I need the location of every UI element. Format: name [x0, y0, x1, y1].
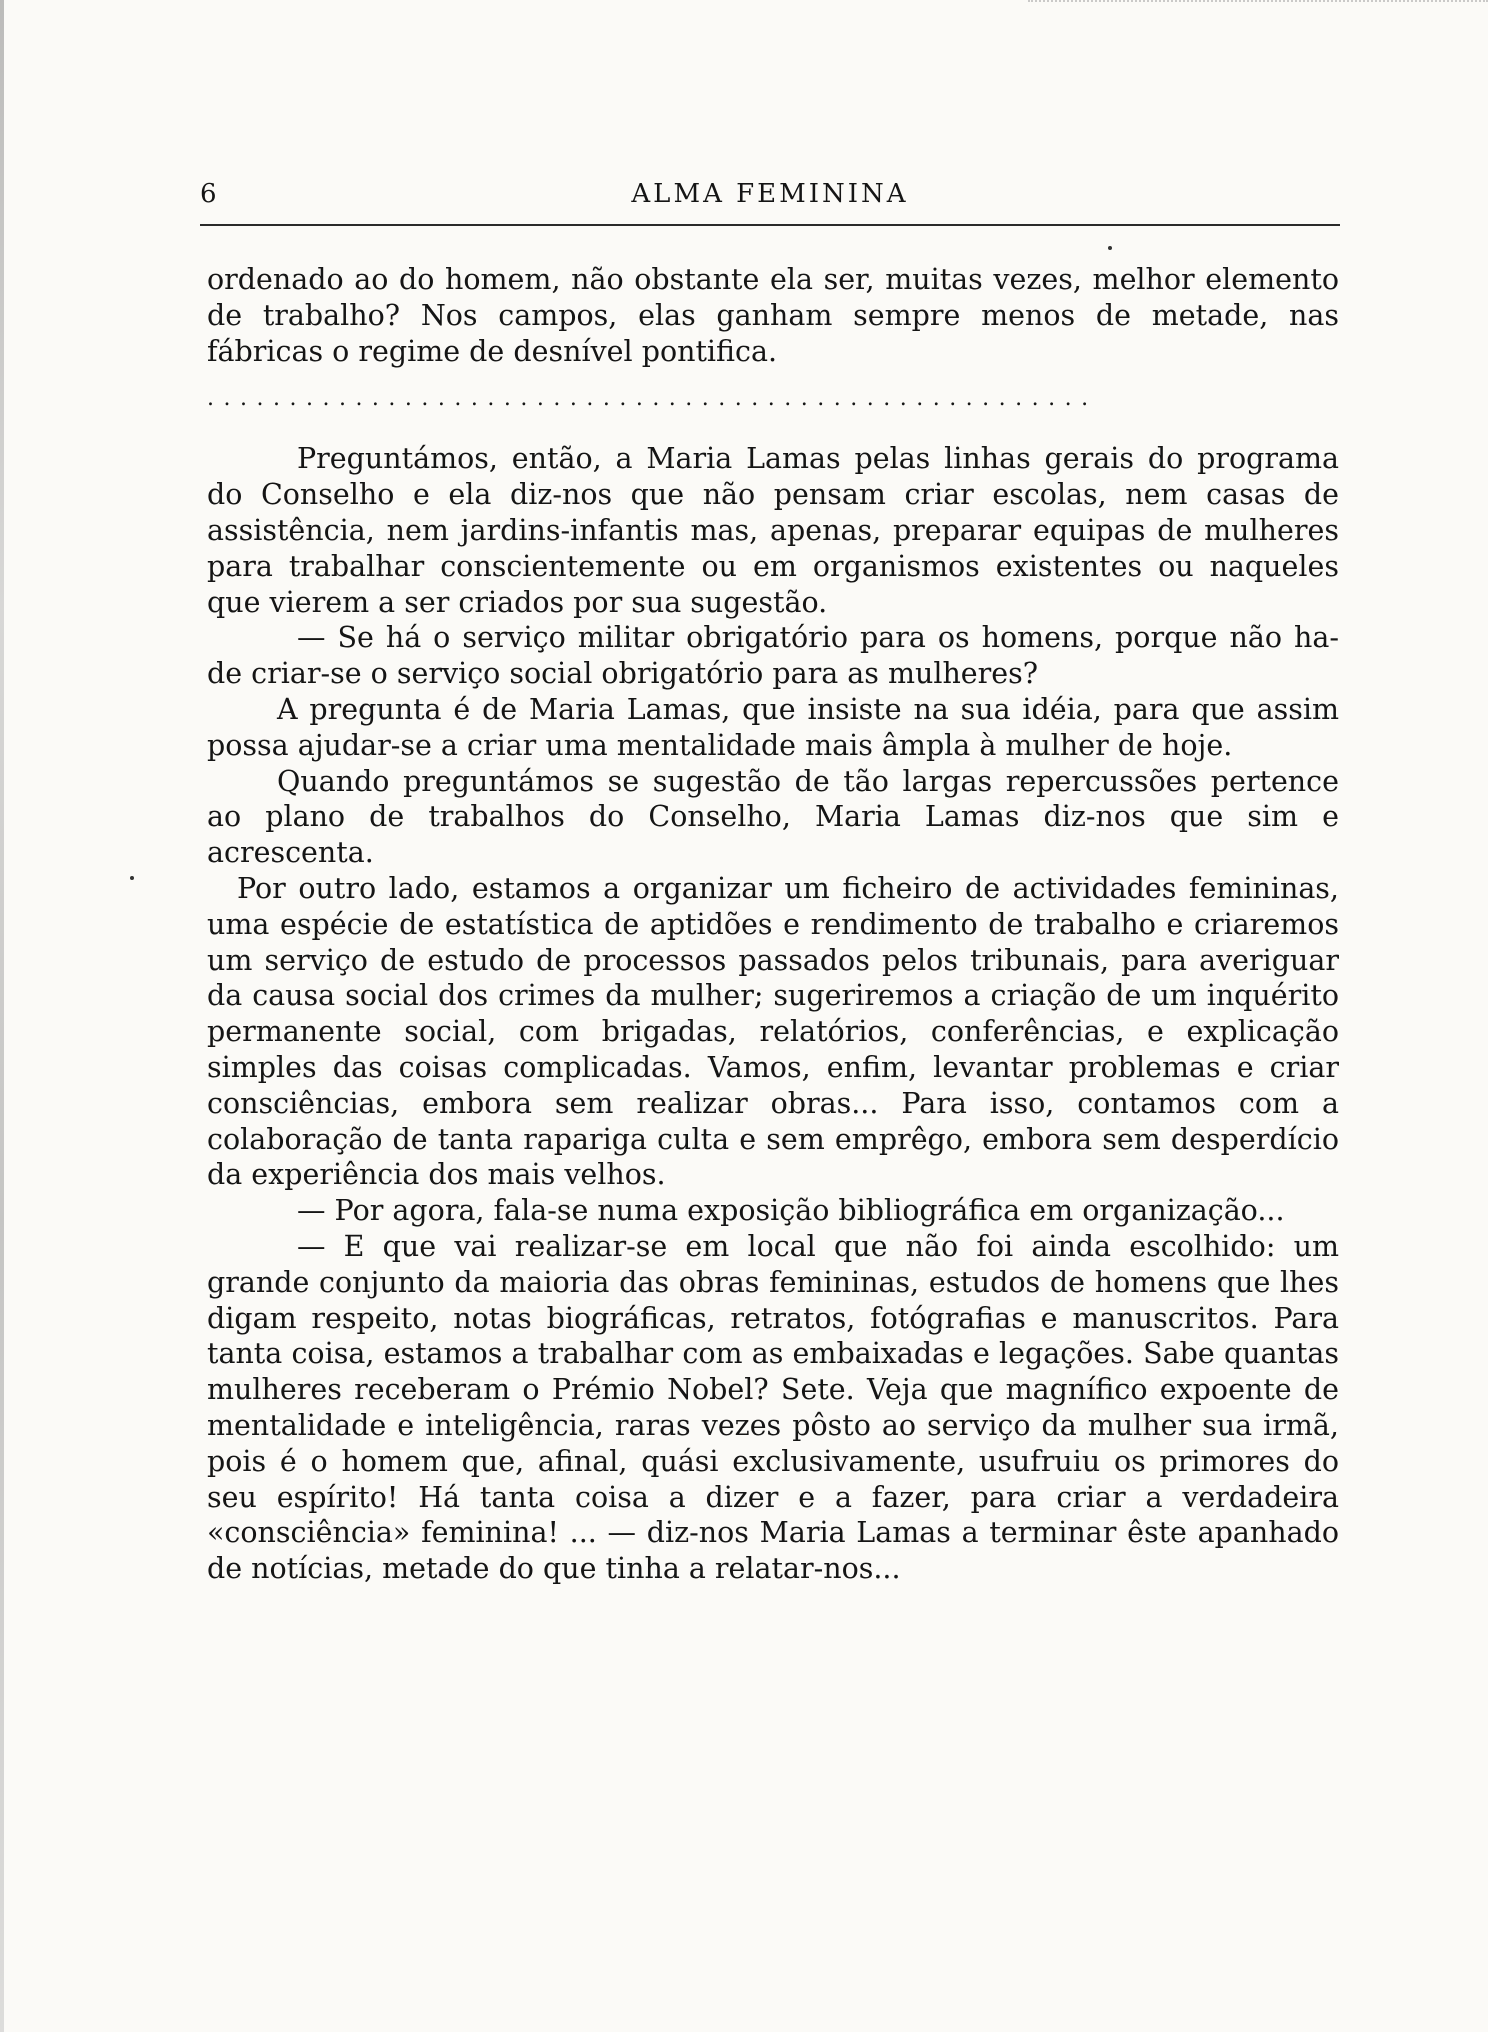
running-title: ALMA FEMININA	[631, 179, 909, 209]
paragraph-quote-service: — Se há o serviço militar obrigatório para os homens, porque não ha-de criar-se o serviço social obrigatório para as mulheres?	[207, 621, 1339, 691]
page-header	[200, 172, 1340, 226]
paragraph-exhibition: — Por agora, fala-se numa exposição bibliográfica em organização...	[297, 1194, 1285, 1228]
paragraph-activities: Por outro lado, estamos a organizar um ficheiro de actividades femininas, uma espécie de estatística de aptidões e rendimento de trabalho e criaremos um serviço de estudo de processos passados pelos tribunais, para averiguar da causa social dos crimes da mulher; sugeriremos a criação de um inquérito permanente social, com brigadas, relatórios, conferências, e explicação simples das coisas complicadas. Vamos, enfim, levantar problemas e criar consciências, embora sem realizar obras... Para isso, contamos com a colaboração de tanta rapariga culta e sem emprêgo, embora sem desperdício da experiência dos mais velhos.	[207, 871, 1339, 1192]
article-body	[207, 262, 1339, 1587]
paragraph-when-asked: Quando preguntámos se sugestão de tão largas repercussões pertence ao plano de trabalhos do Conselho, Maria Lamas diz-nos que sim e acrescenta.	[207, 764, 1339, 870]
paragraph-question-author: A pregunta é de Maria Lamas, que insiste na sua idéia, para que assim possa ajudar-se a criar uma mentalidade mais âmpla à mulher de hoje.	[207, 692, 1339, 762]
section-separator: ......................................................	[207, 387, 1098, 412]
intro-paragraph: ordenado ao do homem, não obstante ela ser, muitas vezes, melhor elemento de trabalho? Nos campos, elas ganham sempre menos de metade, nas fábricas o regime de desnível pontifica.	[207, 263, 1339, 368]
page-number: 6	[200, 179, 217, 209]
paragraph-program: Preguntámos, então, a Maria Lamas pelas linhas gerais do programa do Conselho e ela diz-nos que não pensam criar escolas, nem casas de assistência, nem jardins-infantis mas, apenas, preparar equipas de mulheres para trabalhar conscientemente ou em organismos existentes ou naqueles que vierem a ser criados por sua sugestão.	[207, 442, 1339, 619]
scan-left-edge	[0, 0, 4, 2032]
stray-print-mark	[1108, 246, 1112, 250]
scan-top-mark	[1028, 0, 1488, 6]
stray-print-mark	[130, 876, 134, 880]
paragraph-closing: — E que vai realizar-se em local que não foi ainda escolhido: um grande conjunto da maioria das obras femininas, estudos de homens que lhes digam respeito, notas biográficas, retratos, fotógrafias e manuscritos. Para tanta coisa, estamos a trabalhar com as embaixadas e legações. Sabe quantas mulheres receberam o Prémio Nobel? Sete. Veja que magnífico expoente de mentalidade e inteligência, raras vezes pôsto ao serviço da mulher sua irmã, pois é o homem que, afinal, quási exclusivamente, usufruiu os primores do seu espírito! Há tanta coisa a dizer e a fazer, para criar a verdadeira «consciência» feminina! ... — diz-nos Maria Lamas a terminar êste apanhado de notícias, metade do que tinha a relatar-nos...	[207, 1229, 1339, 1586]
